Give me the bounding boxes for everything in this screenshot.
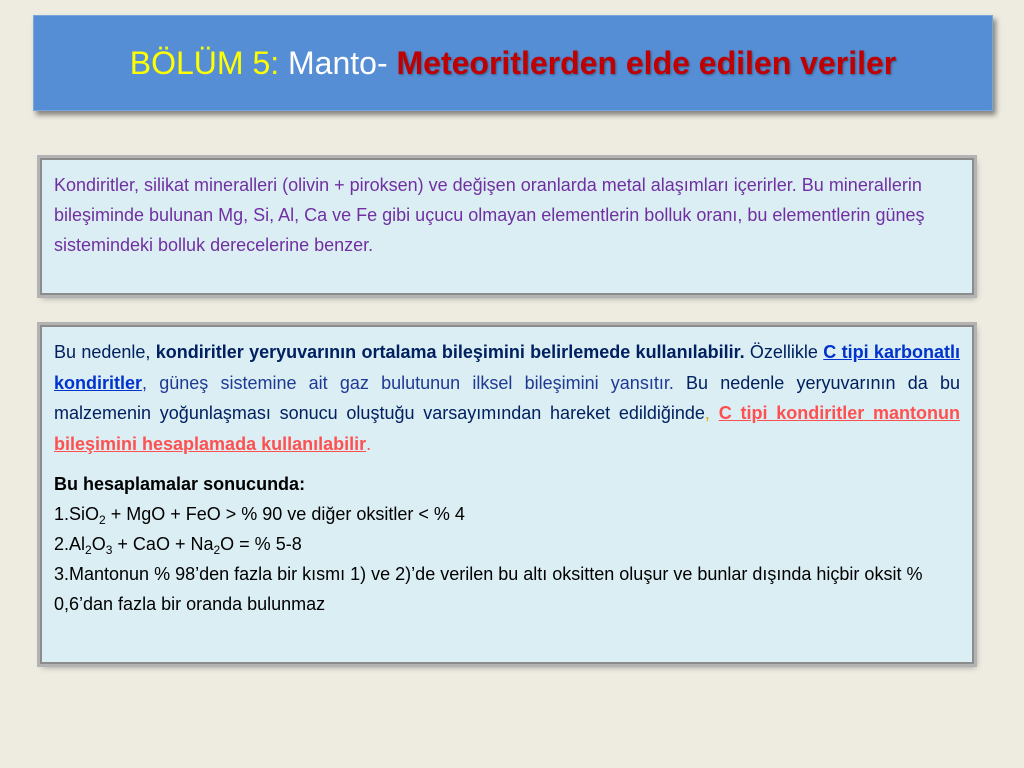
result-item-2: $2.Al_2O_3$ + CaO + $Na_2O$ = % 5-8	[54, 534, 302, 557]
title-topic: Manto-	[288, 44, 388, 81]
result-item-3: 3.Mantonun % 98’den fazla bir kısmı 1) ve 2)’de verilen bu altı oksitten oluşur ve bunlar dışında hiçbir oksit % 0,6’dan fazla bir oranda bulunmaz	[54, 564, 923, 614]
mantle-paragraph	[54, 337, 960, 459]
period-mark: .	[366, 433, 372, 454]
title-chapter: BÖLÜM 5:	[129, 44, 280, 81]
title-subtopic: Meteoritlerden elde edilen veriler	[396, 44, 897, 81]
mantle-composition-box	[40, 325, 974, 664]
bold-statement: kondiritler yeryuvarının ortalama bileşimini belirlemede kullanılabilir.	[155, 342, 745, 362]
c-type-chondrite-link: C tipi karbonatlı kondiritler	[54, 342, 960, 393]
text-segment: Özellikle	[749, 342, 818, 362]
text-segment: Bu nedenle,	[54, 342, 151, 362]
comma-mark: ,	[704, 403, 710, 423]
text-segment: Bu nedenle yeryuvarının da bu malzemenin yoğunlaşması sonucu oluştuğu varsayımından hareket edildiğinde	[54, 372, 960, 423]
result-item-1: 1.SiO$_2$ + MgO + FeO > % 90 ve diğer oksitler < % 4	[54, 504, 465, 527]
c-type-mantle-statement: C tipi kondiritler mantonun bileşimini hesaplamada kullanılabilir	[54, 403, 960, 454]
text-segment: , güneş sistemine ait gaz bulutunun ilksel bileşimini yansıtır.	[142, 372, 674, 393]
slide-title	[33, 15, 993, 111]
results-heading: Bu hesaplamalar sonucunda:	[54, 474, 306, 494]
chondrite-description: Kondiritler, silikat mineralleri (olivin + piroksen) ve değişen oranlarda metal alaşımları içerirler. Bu minerallerin bileşiminde bulunan Mg, Si, Al, Ca ve Fe gibi uçucu olmayan elementlerin bolluk oranı, bu elementlerin güneş sistemindeki bolluk derecelerine benzer.	[54, 175, 925, 255]
chondrite-info-box	[40, 158, 974, 295]
